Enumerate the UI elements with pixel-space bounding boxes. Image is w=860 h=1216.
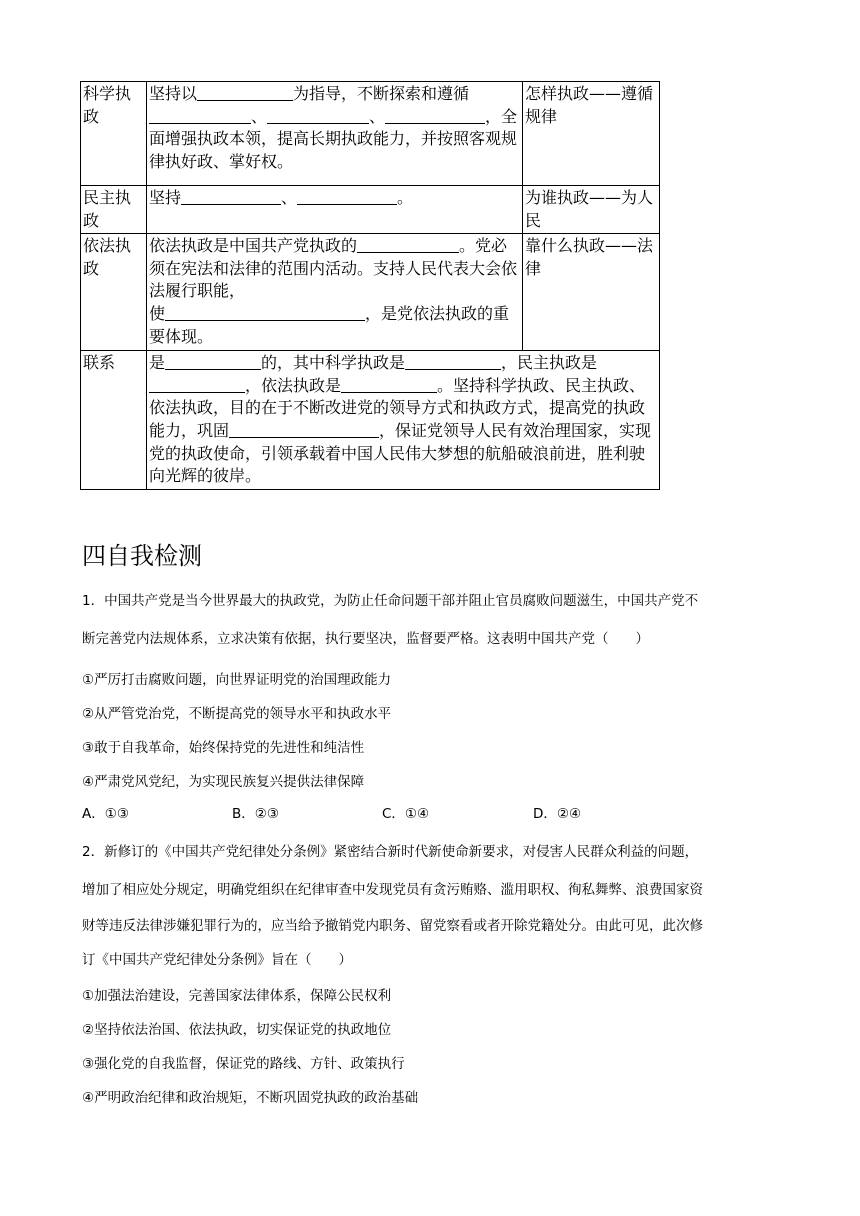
question-stem: 1．中国共产党是当今世界最大的执政党，为防止任命问题干部并阻止官员腐败问题滋生，中国共产党不 (82, 593, 699, 609)
row-label: 民主执政 (81, 186, 147, 234)
fill-blank[interactable] (357, 235, 459, 253)
row-content: 依法执政是中国共产党执政的 。党必须在宪法和法律的范围内活动。支持人民代表大会依法履行职能， 使 ，是党依法执政的重要体现。 (147, 234, 523, 351)
option-a[interactable]: A．①③ (82, 806, 129, 822)
fill-blank[interactable] (341, 375, 437, 393)
row-content: 坚持 、 。 (147, 186, 523, 234)
question-stem: 增加了相应处分规定，明确党组织在纪律审查中发现党员有贪污贿赂、滥用职权、徇私舞弊、浪费国家资 (82, 882, 703, 898)
statement-item: ③敢于自我革命，始终保持党的先进性和纯洁性 (82, 740, 365, 756)
row-label: 依法执政 (81, 234, 147, 351)
row-label: 科学执政 (81, 82, 147, 186)
table-row-science (81, 82, 660, 186)
option-b[interactable]: B．②③ (232, 806, 279, 822)
statement-item: ①加强法治建设，完善国家法律体系，保障公民权利 (82, 988, 392, 1004)
table-row-relation (81, 351, 660, 490)
row-content: 是 的，其中科学执政是 ，民主执政是，依法执政是 。坚持科学执政、民主执政、依法执政，目的在于不断改进党的领导方式和执政方式，提高党的执政能力，巩固 ，保证党领导人民有效治理国家，实现党的执政使命，引领承载着中国人民伟大梦想的航船破浪前进，胜利驶向光辉的彼岸。 (147, 351, 660, 490)
row-note: 靠什么执政——法律 (523, 234, 660, 351)
section-title: 四自我检测 (82, 542, 202, 570)
fill-blank[interactable] (385, 106, 485, 124)
table-row-democracy (81, 186, 660, 234)
row-note: 为谁执政——为人民 (523, 186, 660, 234)
row-content: 坚持以 为指导，不断探索和遵循、 、 ，全面增强执政本领，提高长期执政能力，并按照客观规律执好政、掌好权。 (147, 82, 523, 186)
statement-item: ②坚持依法治国、依法执政，切实保证党的执政地位 (82, 1022, 392, 1038)
fill-blank[interactable] (181, 187, 281, 205)
statement-item: ①严厉打击腐败问题，向世界证明党的治国理政能力 (82, 672, 392, 688)
option-d[interactable]: D．②④ (533, 806, 582, 822)
question-stem: 财等违反法律涉嫌犯罪行为的，应当给予撤销党内职务、留党察看或者开除党籍处分。由此可见，此次修 (82, 918, 703, 934)
option-c[interactable]: C．①④ (382, 806, 430, 822)
statement-item: ②从严管党治党，不断提高党的领导水平和执政水平 (82, 706, 392, 722)
review-table (80, 81, 660, 490)
row-note: 怎样执政——遵循规律 (523, 82, 660, 186)
question-stem: 订《中国共产党纪律处分条例》旨在（ ） (82, 952, 352, 968)
question-stem: 断完善党内法规体系，立求决策有依据，执行要坚决，监督要严格。这表明中国共产党（ ） (82, 631, 649, 647)
question-stem: 2．新修订的《中国共产党纪律处分条例》紧密结合新时代新使命新要求，对侵害人民群众利益的问题， (82, 844, 699, 860)
fill-blank[interactable] (165, 352, 261, 370)
fill-blank[interactable] (229, 420, 379, 438)
table-row-law (81, 234, 660, 351)
statement-item: ④严明政治纪律和政治规矩，不断巩固党执政的政治基础 (82, 1090, 419, 1106)
fill-blank[interactable] (197, 83, 293, 101)
fill-blank[interactable] (149, 375, 245, 393)
statement-item: ④严肃党风党纪，为实现民族复兴提供法律保障 (82, 774, 365, 790)
fill-blank[interactable] (405, 352, 501, 370)
fill-blank[interactable] (165, 303, 365, 321)
answer-options (82, 802, 682, 824)
fill-blank[interactable] (297, 187, 397, 205)
fill-blank[interactable] (149, 106, 251, 124)
statement-item: ③强化党的自我监督，保证党的路线、方针、政策执行 (82, 1056, 405, 1072)
row-label: 联系 (81, 351, 147, 490)
fill-blank[interactable] (267, 106, 369, 124)
